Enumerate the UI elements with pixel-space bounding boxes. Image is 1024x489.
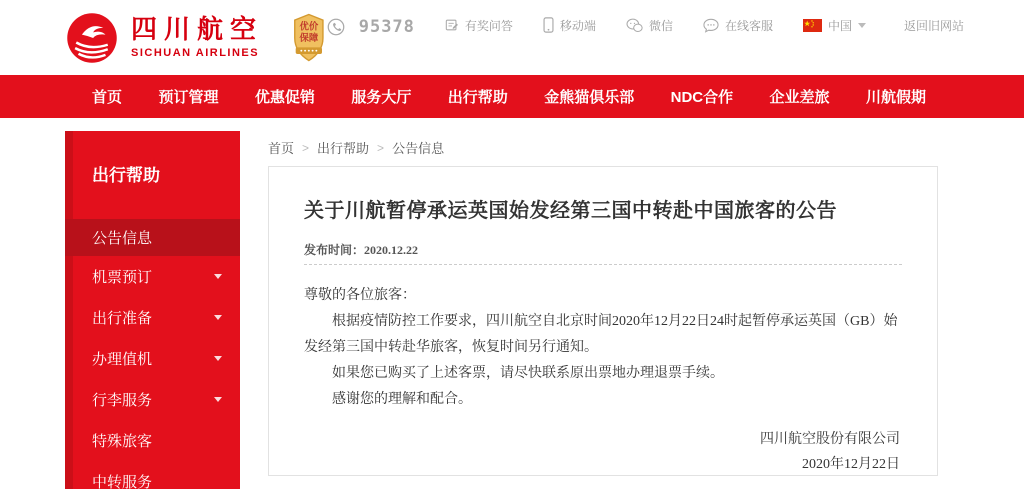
salutation: 尊敬的各位旅客： (304, 288, 416, 303)
chevron-down-icon (214, 315, 222, 320)
airline-emblem-icon (65, 11, 119, 65)
nav-item-holidays[interactable]: 川航假期 (865, 89, 926, 106)
locale-label: 中国 (827, 18, 852, 33)
service-chat-icon (703, 18, 719, 33)
signature-date: 2020年12月22日 (802, 457, 900, 472)
china-flag-icon (803, 19, 822, 32)
main-nav (0, 75, 1024, 118)
old-site-label: 返回旧网站 (903, 18, 964, 33)
link-mobile-label: 移动端 (559, 18, 596, 33)
top-header (0, 0, 1024, 75)
article-title: 关于川航暂停承运英国始发经第三国中转赴中国旅客的公告 (304, 200, 837, 222)
link-wechat-label: 微信 (648, 18, 673, 33)
sidebar-title: 出行帮助 (92, 166, 160, 185)
old-site-link[interactable] (904, 17, 964, 34)
sidebar-item-check-in[interactable]: 办理值机 (65, 338, 240, 379)
nav-item-panda-club[interactable]: 金熊猫俱乐部 (544, 89, 635, 106)
link-quiz[interactable] (445, 17, 513, 34)
sidebar-item-baggage[interactable]: 行李服务 (65, 379, 240, 420)
breadcrumb-separator: > (302, 140, 310, 155)
publish-label: 发布时间： (304, 243, 365, 257)
utility-bar (327, 11, 964, 65)
nav-item-service-hall[interactable]: 服务大厅 (351, 89, 412, 106)
svg-text:保障: 保障 (299, 31, 319, 43)
breadcrumb-separator: > (377, 140, 385, 155)
sidebar-item-ticket-booking[interactable]: 机票预订 (65, 256, 240, 297)
link-quiz-label: 有奖问答 (464, 18, 513, 33)
price-guarantee-badge-icon (291, 11, 327, 65)
sidebar-item-transfer-service[interactable]: 中转服务 (92, 474, 153, 489)
hotline-number: 95378 (358, 16, 415, 37)
breadcrumb (268, 138, 938, 157)
paragraph-3: 感谢您的理解和配合。 (332, 392, 472, 407)
nav-item-travel-help[interactable]: 出行帮助 (447, 89, 508, 106)
svg-text:优价: 优价 (299, 20, 319, 32)
nav-item-ndc[interactable]: NDC合作 (670, 89, 734, 106)
link-online-service[interactable] (703, 17, 773, 34)
signature-block (304, 427, 902, 477)
sidebar-item-announcements[interactable]: 公告信息 (65, 219, 240, 256)
logo-name-en: SICHUAN AIRLINES (131, 46, 260, 59)
breadcrumb-home[interactable]: 首页 (268, 141, 295, 156)
paragraph-2: 如果您已购买了上述客票，请尽快联系原出票地办理退票手续。 (332, 366, 724, 381)
mobile-icon (543, 17, 554, 33)
chevron-down-icon (858, 23, 866, 28)
company-signature: 四川航空股份有限公司 (760, 432, 900, 447)
announcement-article (268, 166, 938, 476)
nav-item-booking-management[interactable]: 预订管理 (158, 89, 219, 106)
article-body (304, 283, 902, 413)
content-column (268, 138, 938, 476)
chevron-down-icon (214, 397, 222, 402)
logo-name-cn: 四川航空 (131, 15, 264, 45)
main-area (0, 118, 1024, 489)
link-mobile[interactable] (543, 17, 596, 34)
link-wechat[interactable] (626, 17, 673, 34)
publish-date: 2020.12.22 (364, 243, 419, 257)
nav-item-promotions[interactable]: 优惠促销 (254, 89, 315, 106)
sidebar-item-travel-prep[interactable]: 出行准备 (65, 297, 240, 338)
link-service-label: 在线客服 (724, 18, 773, 33)
locale-selector[interactable] (803, 17, 866, 34)
sidebar-travel-help (65, 131, 240, 489)
sidebar-item-special-passengers[interactable]: 特殊旅客 (92, 433, 153, 450)
nav-item-home[interactable]: 首页 (92, 89, 123, 106)
nav-item-corporate-travel[interactable]: 企业差旅 (769, 89, 830, 106)
paragraph-1: 根据疫情防控工作要求，四川航空自北京时间2020年12月22日24时起暂停承运英国（GB）始发经第三国中转赴华旅客，恢复时间另行通知。 (304, 314, 898, 355)
wechat-icon (626, 18, 643, 33)
publish-time (304, 241, 902, 258)
chevron-down-icon (214, 356, 222, 361)
breadcrumb-travel-help[interactable]: 出行帮助 (317, 141, 370, 156)
breadcrumb-current: 公告信息 (392, 141, 445, 156)
logo-text (131, 16, 263, 59)
chevron-down-icon (214, 274, 222, 279)
hotline (327, 17, 415, 37)
quiz-icon (445, 18, 459, 32)
divider (304, 264, 902, 265)
logo[interactable] (65, 11, 263, 65)
phone-icon (327, 18, 345, 36)
